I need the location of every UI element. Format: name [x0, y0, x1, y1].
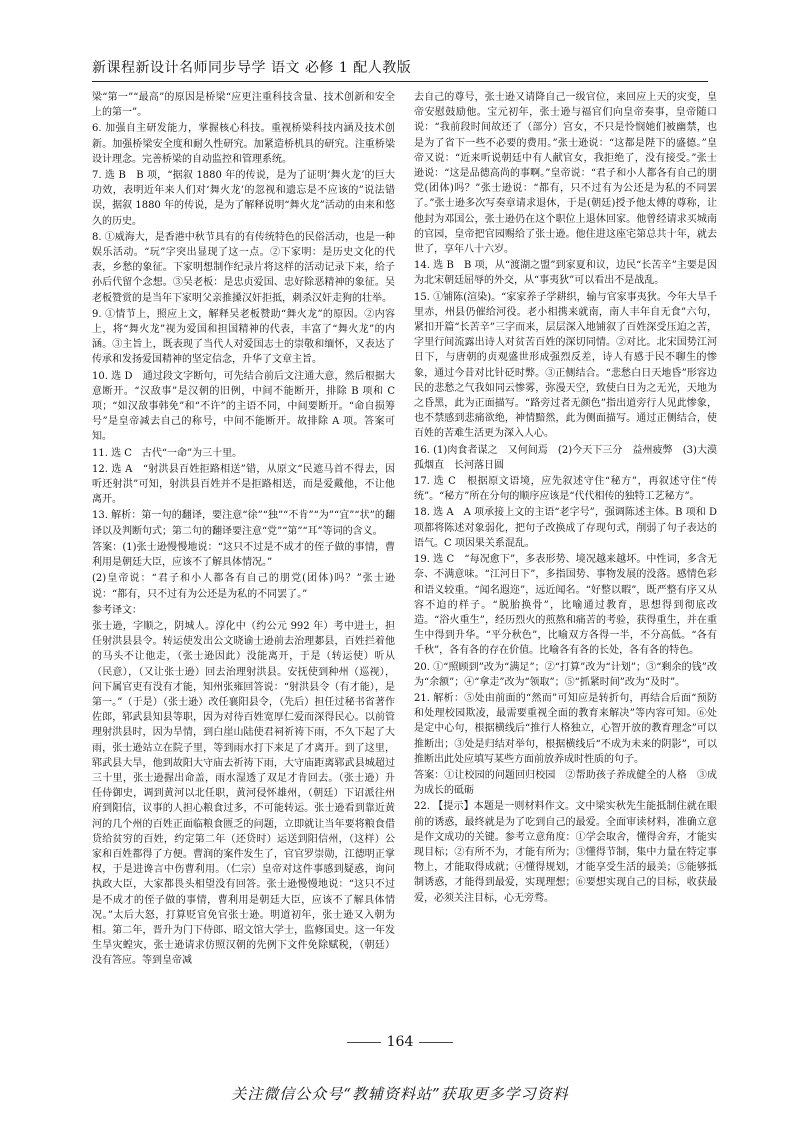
answer-item: 17. 选 C 根据原文语境，应先叙述守住“秘方”，再叙述守住“传统”。“秘方”所在分句的顺序应该是“代代相传的独特工艺秘方”。 — [414, 476, 717, 503]
answer-item: 7. 选 B B 项，“据叙 1880 年的传说，是为了证明‘舞火龙’的巨大功效，表明近年来人们对‘舞火龙’的忽视和遗忘是不应该的”说法错误，据叙 1880 年的传说，是为了解释说明“舞火龙”活动的由来和悠久的历史。 — [92, 170, 395, 227]
answer-item: 21. 解析：⑤处由前面的“然而”可知应是转折句，再结合后面“预防和处理校园欺凌，最需要重视全面的教育来解决”等内容可知。⑥处是定中心句，根据横线后“推行人格独立，心智开放的教育理念”可以推断出；③处是归结对举句，根据横线后“不成为未来的阴影”，可以推断出此处应填写某些方面前放养成时性质的句子。 — [414, 692, 717, 765]
page-number-dash-left — [347, 1042, 381, 1043]
page-number-text: 164 — [386, 1034, 414, 1050]
answer-item: 19. 选 C “每况愈下”，多表形势、境况越来越坏。中性词，多含无奈、不满意味。“江河日下”，多指国势、事物发展的没落。感情色彩和语义较重。“闻名遐迩”，远近闻名。“好整以暇”，既严整有序又从容不迫的样子。“脱胎换骨”，比喻通过教育，思想得到彻底改造。“浴火重生”，经历烈火的煎熬和痛苦的考验，获得重生，并在重生中得到升华。“平分秋色”，比喻双方各得一半，不分高低。“各有千秋”，各有各的存在价值。比喻各有各的长处，各有各的特色。 — [414, 554, 717, 657]
answer-item: 13. 解析：第一句的翻译，要注意“徐”“独”“不肯”“为”“宜”“状”的翻译以及判断句式；第二句的翻译要注意“党”“第”“耳”等词的含义。 — [92, 510, 395, 537]
answer-item: 答案：(1)张士逊慢慢地说：“这只不过是不成才的侄子做的事情，曹利用是朝廷大臣，应该不了解具体情况。” — [92, 541, 395, 569]
answer-item: 参考译文： — [92, 604, 142, 616]
answer-item: 去自己的尊号，张士逊又请降自己一级官位，来回应上天的灾变，皇帝安慰鼓励他。宝元初年，张士逊与福官们向皇帝奏事，皇帝随口说：“我前段时间故还了（部分）宫女，不只是怜悯她们被幽禁，也是为了省下一些不必要的费用。”张士逊说：“这都是陛下的盛德。”皇帝又说：“近来听说朝廷中有人献官女，我拒绝了，没有接受。”张士逊说：“这是品德高尚的事啊。”皇帝说：“君子和小人都各有自己的朋党(团体)吗？”张士逊说：“都有，只不过有为公还是为私的不同罢了。”张士逊多次写奏章请求退休，于是(朝廷)授予他太傅的尊称，让他封为邓国公，张士逊仍在这个职位上退休回家。他曾经请求买城南的官园，皇帝把官园赐给了张士逊。他住进这座宅第总共十年，就去世了，享年八十六岁。 — [414, 92, 717, 256]
answer-item: 20. ①“照顾到”改为“满足”；②“打算”改为“计划”；③“剩余的钱”改为“余额”；④“拿走”改为“领取”；⑤“抓紧时间”改为“及时”。 — [414, 661, 717, 688]
answer-item: 9. ①情节上，照应上文，解释吴老板赞助“舞火龙”的原因。②内容上，将“舞火龙”视为爱国和担国精神的代表，丰富了“舞火龙”的内涵。③主旨上，既表现了当代人对爱国志士的崇敬和缅怀，又表达了传承和发扬爱国精神的坚定信念，升华了文章主旨。 — [92, 308, 395, 366]
answer-item: 8. ①威海大，是香港中秋节具有的有传统特色的民俗活动，也是一种娱乐活动。“玩”字突出显现了这一点。②下家明：是历史文化的代表，乡愁的象征。下家明想制作纪录片将这样的活动记录下来，给子孙后代留个念想。③吴老板：是忠贞爱国、忠好除恶精神的象征。吴老板赞赏的是当年下家明父亲推搡汉奸拒抵，刺杀汉奸走狗的壮举。 — [92, 231, 395, 304]
answer-item: 14. 选 B B 项，从“渡湖之盟”到家夏和议，边民“长苦辛”主要是因为北宋朝廷屈辱的外交，从“事夷狄”可以看出不是战乱。 — [414, 260, 717, 287]
right-column — [414, 90, 717, 907]
answer-item: 12. 选 A “射洪县百姓拒路相送”错，从原文“民遮马首不得去，因听还射洪”可知，射洪县百姓并不是拒路相送，而是爱戴他，不让他离开。 — [92, 463, 395, 506]
page-header: 新课程新设计名师同步导学 语文 必修 1 配人教版 — [92, 60, 412, 76]
answer-item: (2)皇帝说：“君子和小人都各有自己的朋党(团体)吗？”张士逊说：“都有，只不过有为公还是为私的不同罢了。” — [92, 573, 395, 600]
answer-item: 梁“第一”“最高”的原因是桥梁“应更注重科技含量、技术创新和安全上的第一”。 — [92, 92, 395, 119]
page-number-dash-right — [419, 1042, 453, 1043]
answer-item: 22. 【提示】本题是一则材料作文。文中梁实秋先生能抵制住就在眼前的诱惑，最终就是为了吃到自己的最爱。全面审读材料，准确立意是作文成功的关键。参考立意角度：①学会取舍，懂得舍弃，才能实现目标；②有所不为，才能有所为；③懂得节制，集中力量在特定事物上，才能取得成就；④懂得规划，才能享受生活的最美；⑤能够抵制诱惑，才能得到最爱，实现理想；⑥要想实现自己的目标，收获最爱，必须关注目标，心无旁骛。 — [414, 801, 717, 904]
left-column — [92, 90, 395, 970]
answer-item: 11. 选 C 古代“一命”为三十里。 — [92, 447, 243, 459]
header-rule — [92, 81, 708, 82]
answer-item: 10. 选 D 通过段文字断句，可先结合前后文注通大意，然后根据大意断开。“汉敌事”是汉朝的旧例，中间不能断开，排除 B 项和 C 项；“如汉敌事韩免”和“不许”的主语不同，中间要断开。“命自损筹号”是皇帝减去自己的称号，中间不能断开。故排除 A 项。答案可知。 — [92, 370, 395, 443]
answer-item: 16. (1)肉食者谋之 又何间焉 (2)今天下三分 益州疲弊 (3)大漠孤烟直 长河落日圆 — [414, 444, 717, 471]
answer-item: 18. 选 A A 项承接上文的主语“老字号”，强调陈述主体。B 项和 D 项都将陈述对象弱化，把句子改换成了存现句式，削弱了句子表达的语气。C 项因果关系混乱。 — [414, 507, 717, 549]
answer-item: 6. 加强自主研发能力，掌握核心科技。重视桥梁科技内涵及技术创新。加强桥梁安全度和耐久性研究。加紧造桥机具的研究。注重桥梁设计理念。完善桥梁的自动监控和管理系统。 — [92, 123, 395, 165]
page-number — [0, 1034, 800, 1050]
answer-item: 答案：①让校园的问题回归校园 ②帮助孩子养成健全的人格 ③成为成长的砥砺 — [414, 769, 717, 797]
answer-item: 张士逊，字顺之，阴城人。淳化中（约公元 992 年）考中进士，担任射洪县县令。转运使发出公文晓谕士逊前去治理郪县，百姓拦着他的马头不让他走，（张士逊因此）没能离开，于是（转运使）听从（民意），（又让张士逊）回去治理射洪县。安抚使到种州（巡视），问下属官吏有没有才能，知州张雍回答说：“射洪县令（有才能），是第一。”（于是）（张士逊）改任襄阳县令，（先后）担任过秘书省著作佐郎，郓武县知县等职，因为对待百姓宽厚仁爱而深得民心。以前管理射洪县时，因为旱情，到白崖山陆使君祠祈祷下雨，不久下起了大雨，张士逊站立在院子里，等到雨水打下来足了才离开。到了这里，郓武县大旱，他到故阳大守庙去祈祷下雨，大守庙距离郓武县城超过三十里，张士逊握出命盖，雨水湿透了双足才肯回去。（张士逊）升任侍御史，调到黄河以北任职，黄河侵怀雄州，（朝廷）下诏派往州府到阳信，议事的人担心粮食过多，不可能转运。张士逊看到靠近黄河的几个州的百姓正面临粮食匮乏的问题，立即就让当年要将粮食借贷给贫穷的百姓，约定第二年（还贷时）运送到阳信州，（这样）公家和百姓都得了方便。曹润的案件发生了，官官罗崇勋，江德明正掌权，于是进谗言中伤曹利用。（仁宗）皇帝对这件事感到疑惑，询问执政大臣，大家都畏头相望没有回答。张士逊慢慢地说：“这只不过是不成才的侄子做的事情，曹利用是朝廷大臣，应该不了解具体情况。”太后大怒，打算贬官免官张士逊。明道初年，张士逊又入朝为相。第二年，晋升为门下侍郎、昭文馆大学士，监修国史。这一年发生旱灾蝗灾，张士逊请求仿照汉朝的先例下文件免除赋税，（朝廷）没有答应。等到皇帝减 — [92, 620, 395, 967]
footer-note: 关注微信公众号“教辅资料站”获取更多学习资料 — [231, 1085, 569, 1103]
answer-item: 15. ①铺陈(渲染)。“家家养子学耕织，输与官家事夷狄。今年大旱千里赤，州县仍催给河役。老小相携来就南，南人丰年自无食”六句，紧扣开篇“长苦辛”三字而来，层层深入地铺叙了百姓深受压迫之苦，字里行间流露出诗人对贫苦百姓的深切同情。②对比。北宋国势江河日下，与唐朝的贞观盛世形成强烈反差，诗人有感于民不聊生的惨象，通过今昔对比针砭时弊。③正侧结合。“悲愁白日天地昏”形容边民的悲愁之气我如同云惨雾，弥漫天空，致使白日为之无光，天地为之昏黑，此为正面描写。“路旁过者无颜色”指出道旁行人见此惨象，也不禁感到悲痛欲绝，神情黯然，此为侧面描写。通过正侧结合，使百姓的苦难生活更为深入人心。 — [414, 291, 717, 440]
